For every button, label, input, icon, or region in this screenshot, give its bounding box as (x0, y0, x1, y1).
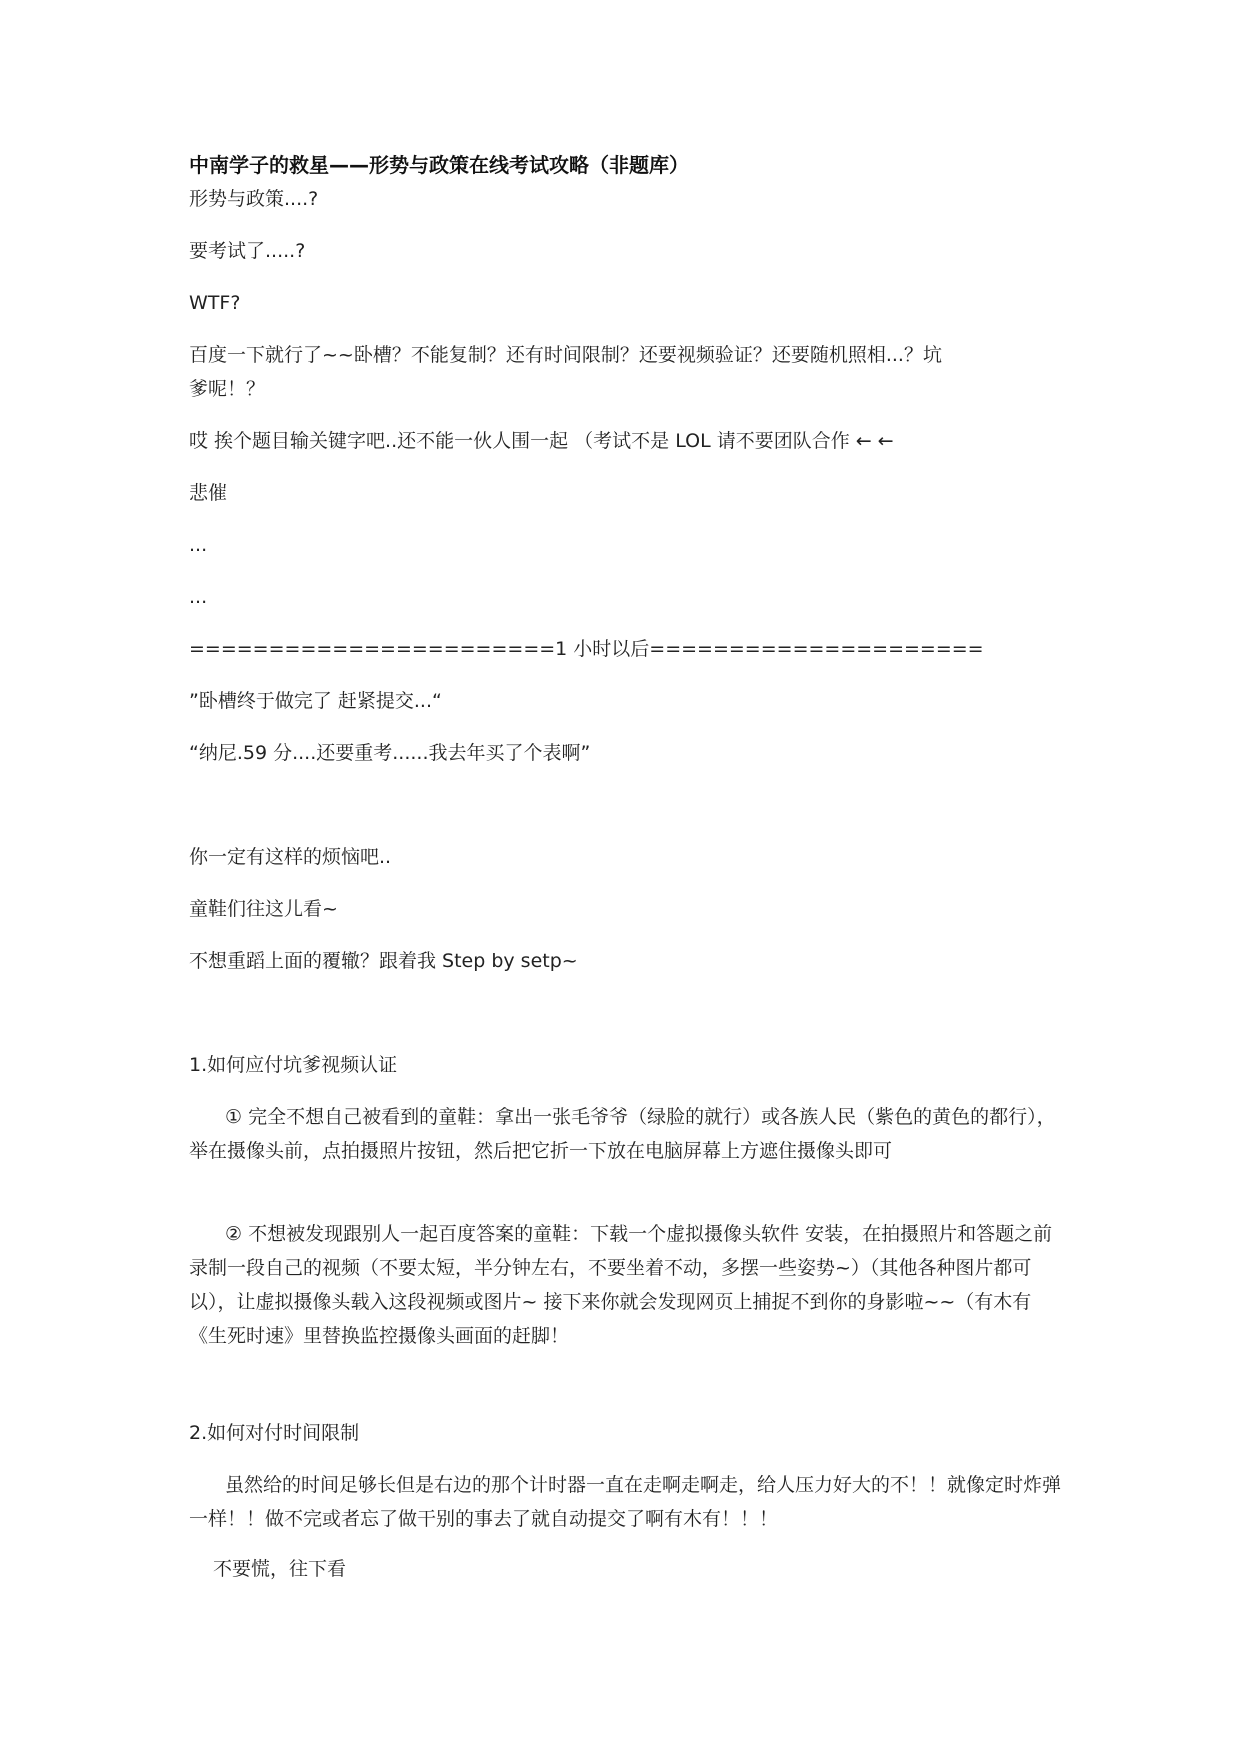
section-heading: 2.如何对付时间限制 (189, 1422, 360, 1444)
text-line: WTF? (189, 292, 241, 314)
section-paragraph: 虽然给的时间足够长但是右边的那个计时器一直在走啊走啊走，给人压力好大的不！！就像定时炸弹一样！！做不完或者忘了做干别的事去了就自动提交了啊有木有！！！ (189, 1474, 1062, 1530)
text-line: ... (189, 534, 208, 556)
text-line: “纳尼.59 分....还要重考......我去年买了个表啊” (189, 742, 591, 764)
text-line: 要考试了.....? (189, 240, 306, 262)
text-line: 爹呢！？ (189, 378, 266, 400)
document-title: 中南学子的救星——形势与政策在线考试攻略（非题库） (189, 153, 689, 177)
section-paragraph: 不要慌，往下看 (213, 1558, 347, 1580)
text-line: 童鞋们往这儿看~ (189, 898, 338, 920)
text-line: 哎 挨个题目输关键字吧..还不能一伙人围一起 （考试不是 LOL 请不要团队合作 ← ← (189, 430, 894, 452)
text-line: ”卧槽终于做完了 赶紧提交...“ (189, 690, 442, 712)
section-paragraph: ② 不想被发现跟别人一起百度答案的童鞋：下载一个虚拟摄像头软件 安装，在拍摄照片和答题之前 录制一段自己的视频（不要太短，半分钟左右，不要坐着不动，多摆一些姿势~）（其他各种图片都可以），让虚拟摄像头载入这段视频或图片~ 接下来你就会发现网页上捕捉不到你的身影啦~~（有木有《生死时速》里替换监控摄像头画面的赶脚！ (189, 1223, 1053, 1347)
text-line: 悲催 (189, 482, 228, 504)
text-line: 百度一下就行了~~卧槽？不能复制？还有时间限制？还要视频验证？还要随机照相...？坑 (189, 344, 942, 366)
text-line: 形势与政策....? (189, 188, 319, 210)
section-heading: 1.如何应付坑爹视频认证 (189, 1054, 398, 1076)
text-line: 不想重蹈上面的覆辙？跟着我 Step by setp~ (189, 950, 578, 972)
separator-line: =======================1 小时以后===================== (189, 638, 984, 660)
section-paragraph: ① 完全不想自己被看到的童鞋：拿出一张毛爷爷（绿脸的就行）或各族人民（紫色的黄色的都行），举在摄像头前，点拍摄照片按钮，然后把它折一下放在电脑屏幕上方遮住摄像头即可 (189, 1106, 1056, 1162)
text-line: ... (189, 586, 208, 608)
text-line: 你一定有这样的烦恼吧.. (189, 846, 392, 868)
